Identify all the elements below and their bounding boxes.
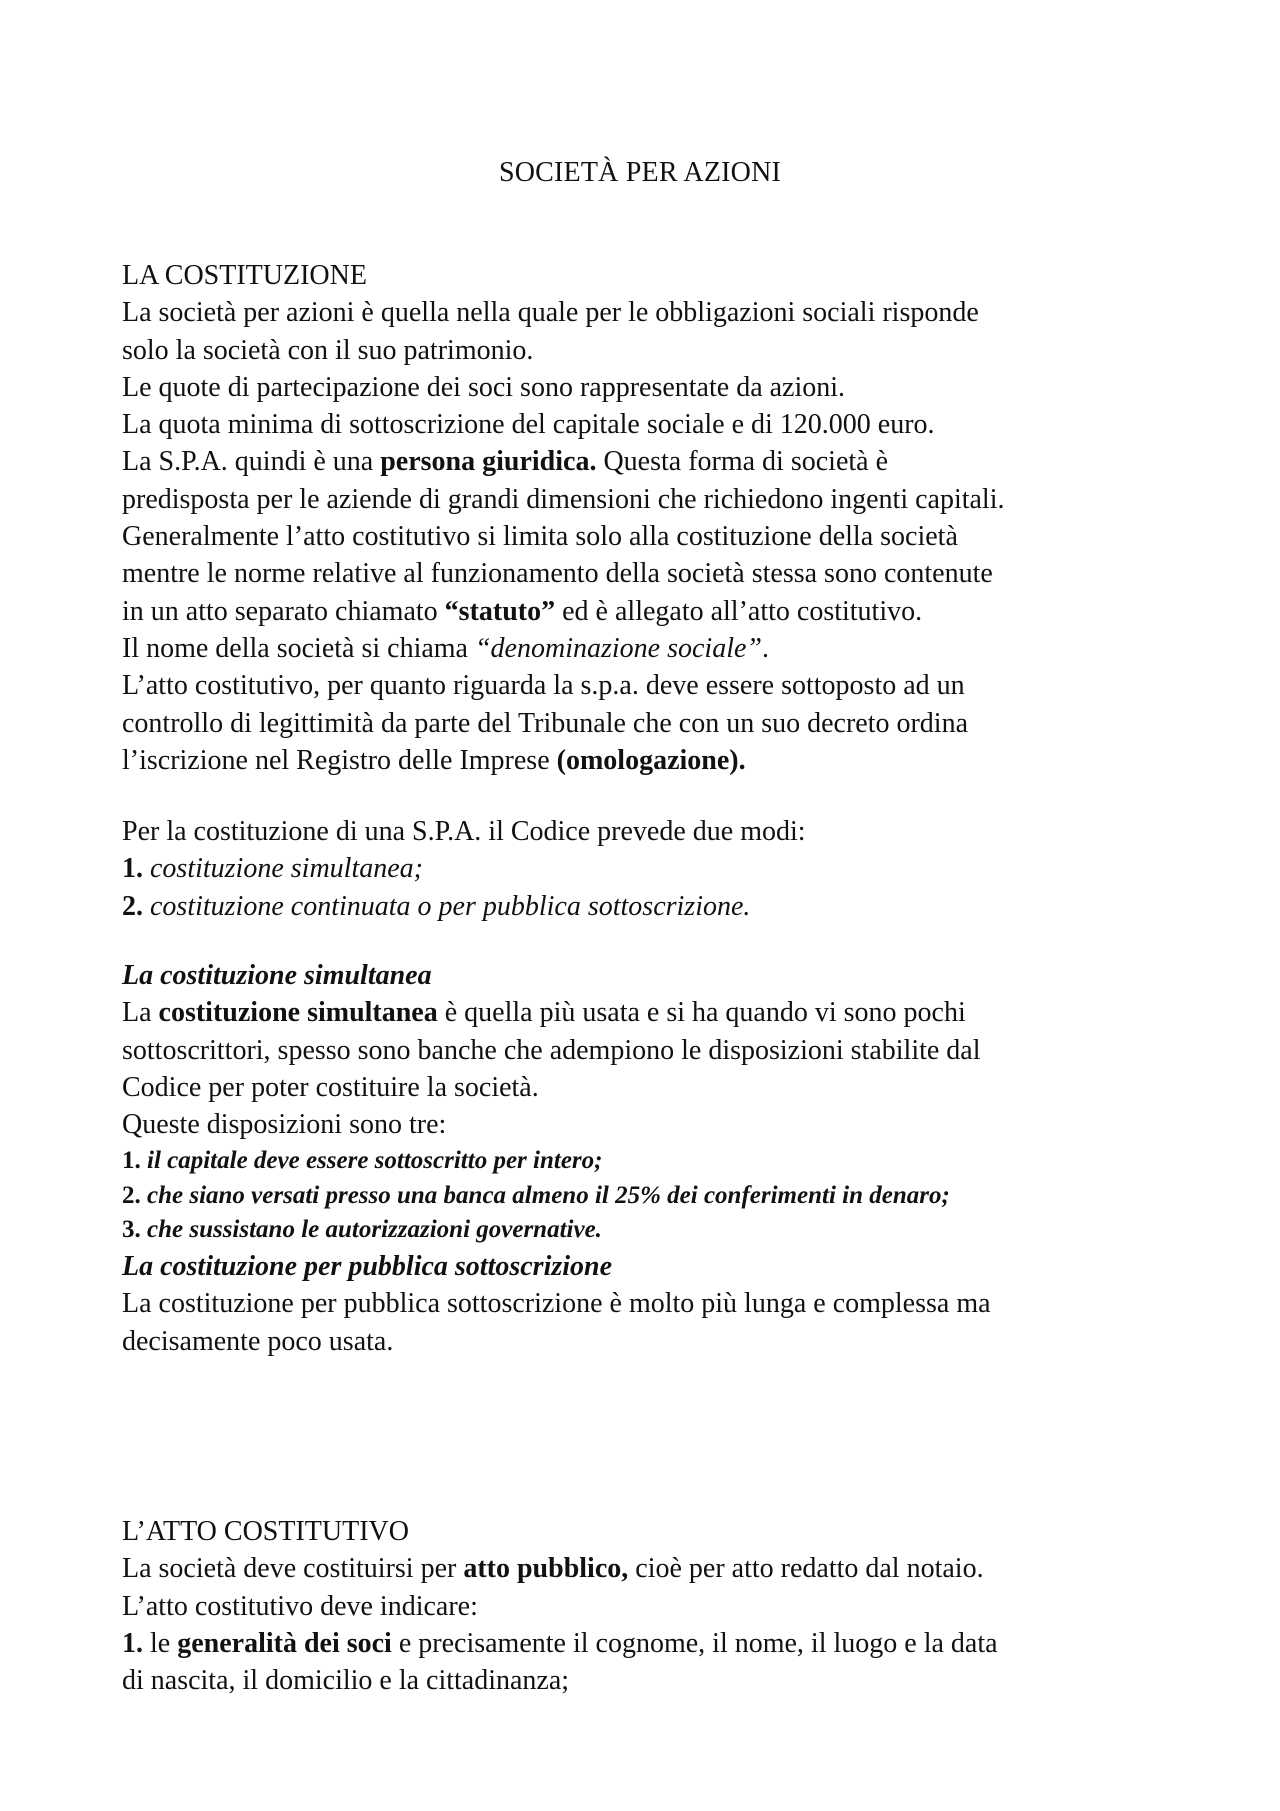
list-item xyxy=(122,1213,1182,1248)
list-number: 1. xyxy=(122,1147,141,1174)
section-costituzione xyxy=(122,257,1182,779)
bold-term-persona-giuridica: persona giuridica. xyxy=(380,446,597,478)
text-run: ed è allegato all’atto costitutivo. xyxy=(555,595,923,627)
paragraph-line: mentre le norme relative al funzionamento della società stessa sono contenute xyxy=(122,558,993,590)
list-text: il capitale deve essere sottoscritto per intero; xyxy=(140,1147,603,1174)
paragraph-line: Per la costituzione di una S.P.A. il Codice prevede due modi: xyxy=(122,816,806,847)
paragraph-line: Queste disposizioni sono tre: xyxy=(122,1109,447,1141)
section-heading-atto: L’ATTO COSTITUTIVO xyxy=(122,1516,409,1547)
paragraph-line xyxy=(122,742,1182,779)
text-run: La xyxy=(122,997,159,1029)
text-run: in un atto separato chiamato xyxy=(122,595,445,627)
paragraph-line: L’atto costitutivo, per quanto riguarda la s.p.a. deve essere sottoposto ad un xyxy=(122,670,965,702)
text-run: le xyxy=(143,1627,178,1659)
text-run: cioè per atto redatto dal notaio. xyxy=(628,1553,984,1585)
paragraph-line: controllo di legittimità da parte del Tribunale che con un suo decreto ordina xyxy=(122,707,969,739)
paragraph-line xyxy=(122,593,1182,630)
section-simultanea xyxy=(122,957,1182,1143)
list-number: 1. xyxy=(122,1627,143,1659)
text-run: l’iscrizione nel Registro delle Imprese xyxy=(122,744,557,776)
paragraph-line xyxy=(122,1550,1182,1587)
list-number: 1. xyxy=(122,853,143,885)
paragraph-line xyxy=(122,994,1182,1031)
paragraph-line: La società per azioni è quella nella quale per le obbligazioni sociali risponde xyxy=(122,297,979,329)
text-run: . xyxy=(761,632,769,664)
list-text: che siano versati presso una banca almeno il 25% dei conferimenti in denaro; xyxy=(140,1181,950,1209)
section-pubblica xyxy=(122,1248,1182,1360)
list-item xyxy=(122,1144,1182,1179)
bold-term-atto-pubblico: atto pubblico, xyxy=(463,1553,629,1585)
bold-term-omologazione: (omologazione). xyxy=(556,744,746,776)
bold-term-statuto: “statuto” xyxy=(444,595,556,627)
paragraph-line xyxy=(122,443,1182,480)
text-run: Il nome della società si chiama xyxy=(122,632,475,664)
section-heading-costituzione: LA COSTITUZIONE xyxy=(122,260,367,291)
list-number: 2. xyxy=(122,1181,141,1209)
paragraph-line: L’atto costitutivo deve indicare: xyxy=(122,1590,478,1622)
paragraph-line: decisamente poco usata. xyxy=(122,1325,394,1357)
paragraph-line: predisposta per le aziende di grandi dimensioni che richiedono ingenti capitali. xyxy=(122,483,1005,515)
section-modi xyxy=(122,813,1182,925)
list-disposizioni xyxy=(122,1144,1182,1248)
paragraph-line: Codice per poter costituire la società. xyxy=(122,1071,539,1103)
list-text: costituzione continuata o per pubblica sottoscrizione. xyxy=(143,890,751,922)
list-item xyxy=(122,1625,1182,1662)
paragraph-line: Generalmente l’atto costitutivo si limita solo alla costituzione della società xyxy=(122,521,958,553)
list-number: 3. xyxy=(122,1216,141,1243)
list-item xyxy=(122,850,1182,887)
text-run: Questa forma di società è xyxy=(596,446,889,478)
paragraph-line: La quota minima di sottoscrizione del capitale sociale e di 120.000 euro. xyxy=(122,409,935,441)
paragraph-line: La costituzione per pubblica sottoscrizione è molto più lunga e complessa ma xyxy=(122,1288,991,1320)
text-run: La S.P.A. quindi è una xyxy=(122,446,381,478)
list-text: costituzione simultanea; xyxy=(143,853,423,885)
paragraph-line: Le quote di partecipazione dei soci sono rappresentate da azioni. xyxy=(122,371,846,403)
text-run: La società deve costituirsi per xyxy=(122,1553,464,1585)
paragraph-line: di nascita, il domicilio e la cittadinanza; xyxy=(122,1665,570,1697)
text-run: è quella più usata e si ha quando vi sono pochi xyxy=(437,997,966,1029)
document-title: SOCIETÀ PER AZIONI xyxy=(498,157,782,188)
paragraph-line xyxy=(122,630,1182,667)
list-item xyxy=(122,888,1182,925)
list-item xyxy=(122,1179,1182,1214)
section-heading-pubblica: La costituzione per pubblica sottoscrizione xyxy=(122,1251,613,1282)
paragraph-line: solo la società con il suo patrimonio. xyxy=(122,334,534,366)
bold-term-generalita: generalità dei soci xyxy=(177,1627,392,1659)
section-heading-simultanea: La costituzione simultanea xyxy=(122,960,432,991)
italic-term-denominazione: “denominazione sociale” xyxy=(474,632,762,664)
bold-term-costituzione-simultanea: costituzione simultanea xyxy=(158,997,438,1029)
text-run: e precisamente il cognome, il nome, il luogo e la data xyxy=(391,1627,998,1659)
section-atto-costitutivo xyxy=(122,1513,1182,1699)
paragraph-line: sottoscrittori, spesso sono banche che adempiono le disposizioni stabilite dal xyxy=(122,1034,981,1066)
list-text: che sussistano le autorizzazioni governative. xyxy=(140,1216,602,1243)
list-number: 2. xyxy=(122,890,143,922)
